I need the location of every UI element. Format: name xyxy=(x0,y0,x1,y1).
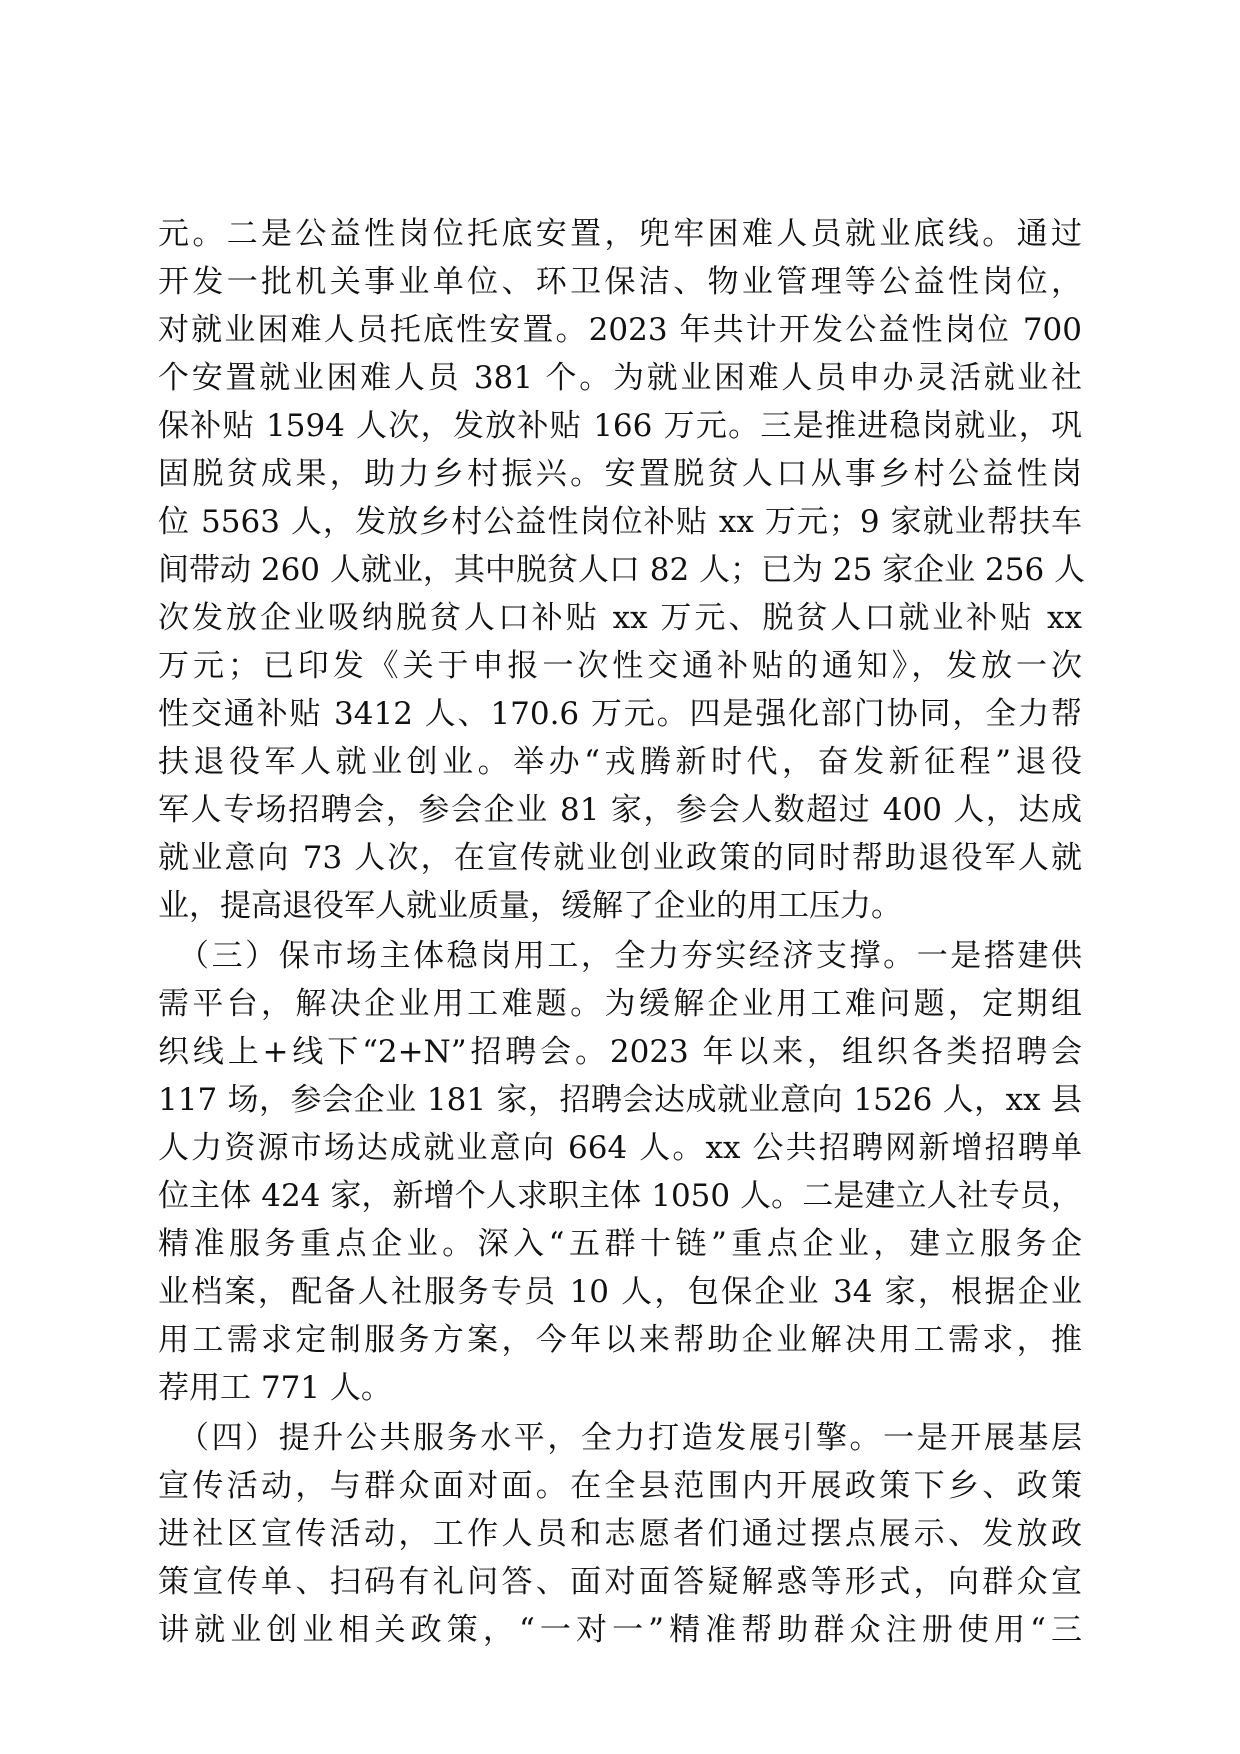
text-line: 策宣传单、扫码有礼问答、面对面答疑解惑等形式，向群众宣 xyxy=(158,1564,1082,1600)
text-line: 对就业困难人员托底性安置。2023 年共计开发公益性岗位 700 xyxy=(158,312,1082,348)
text-line: 荐用工 771 人。 xyxy=(158,1370,392,1406)
text-line: 元。二是公益性岗位托底安置，兜牢困难人员就业底线。通过 xyxy=(158,216,1082,252)
text-line: 扶退役军人就业创业。举办“戎腾新时代，奋发新征程”退役 xyxy=(158,744,1082,780)
text-line: 织线上+线下“2+N”招聘会。2023 年以来，组织各类招聘会 xyxy=(158,1034,1082,1070)
text-line: 间带动 260 人就业，其中脱贫人口 82 人；已为 25 家企业 256 人 xyxy=(158,552,1086,588)
text-line: 117 场，参会企业 181 家，招聘会达成就业意向 1526 人，xx 县 xyxy=(158,1082,1082,1118)
text-line: 性交通补贴 3412 人、170.6 万元。四是强化部门协同，全力帮 xyxy=(158,696,1082,732)
text-line: 个安置就业困难人员 381 个。为就业困难人员申办灵活就业社 xyxy=(158,360,1082,396)
text-line: 固脱贫成果，助力乡村振兴。安置脱贫人口从事乡村公益性岗 xyxy=(158,456,1082,492)
text-line: 次发放企业吸纳脱贫人口补贴 xx 万元、脱贫人口就业补贴 xx xyxy=(158,600,1082,636)
text-line: 讲就业创业相关政策，“一对一”精准帮助群众注册使用“三 xyxy=(158,1612,1082,1648)
text-line: 业档案，配备人社服务专员 10 人，包保企业 34 家，根据企业 xyxy=(158,1274,1082,1310)
text-line: 业，提高退役军人就业质量，缓解了企业的用工压力。 xyxy=(158,888,902,924)
section-heading-line: （三）保市场主体稳岗用工，全力夯实经济支撑。一是搭建供 xyxy=(178,938,1082,974)
text-line: 需平台，解决企业用工难题。为缓解企业用工难问题，定期组 xyxy=(158,986,1082,1022)
section-heading-line: （四）提升公共服务水平，全力打造发展引擎。一是开展基层 xyxy=(178,1420,1082,1456)
text-line: 位 5563 人，发放乡村公益性岗位补贴 xx 万元；9 家就业帮扶车 xyxy=(158,504,1082,540)
text-line: 位主体 424 家，新增个人求职主体 1050 人。二是建立人社专员， xyxy=(158,1178,1082,1214)
text-line: 开发一批机关事业单位、环卫保洁、物业管理等公益性岗位， xyxy=(158,264,1082,300)
text-line: 就业意向 73 人次，在宣传就业创业政策的同时帮助退役军人就 xyxy=(158,840,1082,876)
text-line: 军人专场招聘会，参会企业 81 家，参会人数超过 400 人，达成 xyxy=(158,792,1082,828)
text-line: 用工需求定制服务方案，今年以来帮助企业解决用工需求，推 xyxy=(158,1322,1082,1358)
text-line: 保补贴 1594 人次，发放补贴 166 万元。三是推进稳岗就业，巩 xyxy=(158,408,1082,444)
text-line: 宣传活动，与群众面对面。在全县范围内开展政策下乡、政策 xyxy=(158,1468,1082,1504)
text-line: 进社区宣传活动，工作人员和志愿者们通过摆点展示、发放政 xyxy=(158,1516,1082,1552)
text-line: 人力资源市场达成就业意向 664 人。xx 公共招聘网新增招聘单 xyxy=(158,1130,1082,1166)
text-line: 万元；已印发《关于申报一次性交通补贴的通知》，发放一次 xyxy=(158,648,1082,684)
text-line: 精准服务重点企业。深入“五群十链”重点企业，建立服务企 xyxy=(158,1226,1082,1262)
